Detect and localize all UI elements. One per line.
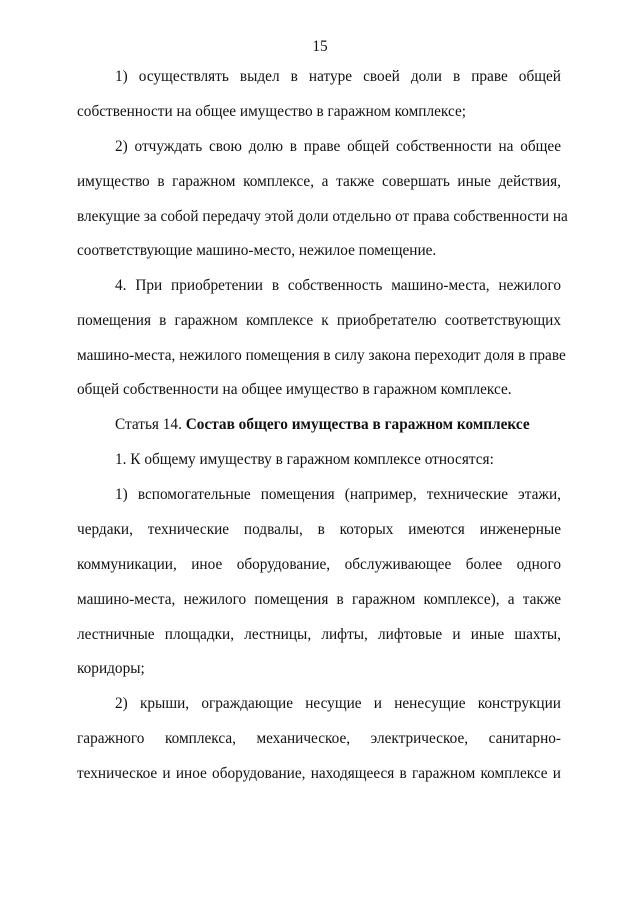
text-line: 2) крыши, ограждающие несущие и ненесущие конструкции bbox=[115, 695, 561, 712]
text-line: коридоры; bbox=[77, 660, 145, 677]
text-line: общей собственности на общее имущество в гаражном комплексе. bbox=[77, 381, 512, 398]
text-line: собственности на общее имущество в гаражном комплексе; bbox=[77, 103, 466, 120]
text-line: влекущие за собой передачу этой доли отдельно от права собственности на bbox=[77, 208, 568, 225]
text-line: гаражного комплекса, механическое, электрическое, санитарно- bbox=[77, 730, 561, 747]
article-number: Статья 14. bbox=[115, 416, 182, 433]
text-line: машино-места, нежилого помещения в гаражном комплексе), а также bbox=[77, 591, 561, 608]
page-number: 15 bbox=[312, 38, 328, 55]
text-line: 1) осуществлять выдел в натуре своей доли в праве общей bbox=[115, 68, 561, 85]
text-line: лестничные площадки, лестницы, лифты, лифтовые и иные шахты, bbox=[77, 626, 561, 643]
text-line: помещения в гаражном комплексе к приобретателю соответствующих bbox=[77, 312, 561, 329]
text-line: чердаки, технические подвалы, в которых имеются инженерные bbox=[77, 521, 561, 538]
text-line: 2) отчуждать свою долю в праве общей собственности на общее bbox=[115, 138, 561, 155]
text-line: коммуникации, иное оборудование, обслуживающее более одного bbox=[77, 556, 561, 573]
article-title: Состав общего имущества в гаражном комплексе bbox=[185, 416, 530, 433]
text-line: имущество в гаражном комплексе, а также совершать иные действия, bbox=[77, 173, 561, 190]
text-line: техническое и иное оборудование, находящееся в гаражном комплексе и bbox=[77, 765, 561, 782]
text-line: 1) вспомогательные помещения (например, технические этажи, bbox=[115, 486, 561, 503]
text-line: соответствующие машино-место, нежилое помещение. bbox=[77, 242, 437, 259]
article-heading bbox=[115, 415, 561, 435]
text-line: машино-места, нежилого помещения в силу закона переходит доля в праве bbox=[77, 347, 566, 364]
text-line: 4. При приобретении в собственность машино-места, нежилого bbox=[115, 277, 561, 294]
text-line: 1. К общему имуществу в гаражном комплексе относятся: bbox=[115, 451, 494, 468]
